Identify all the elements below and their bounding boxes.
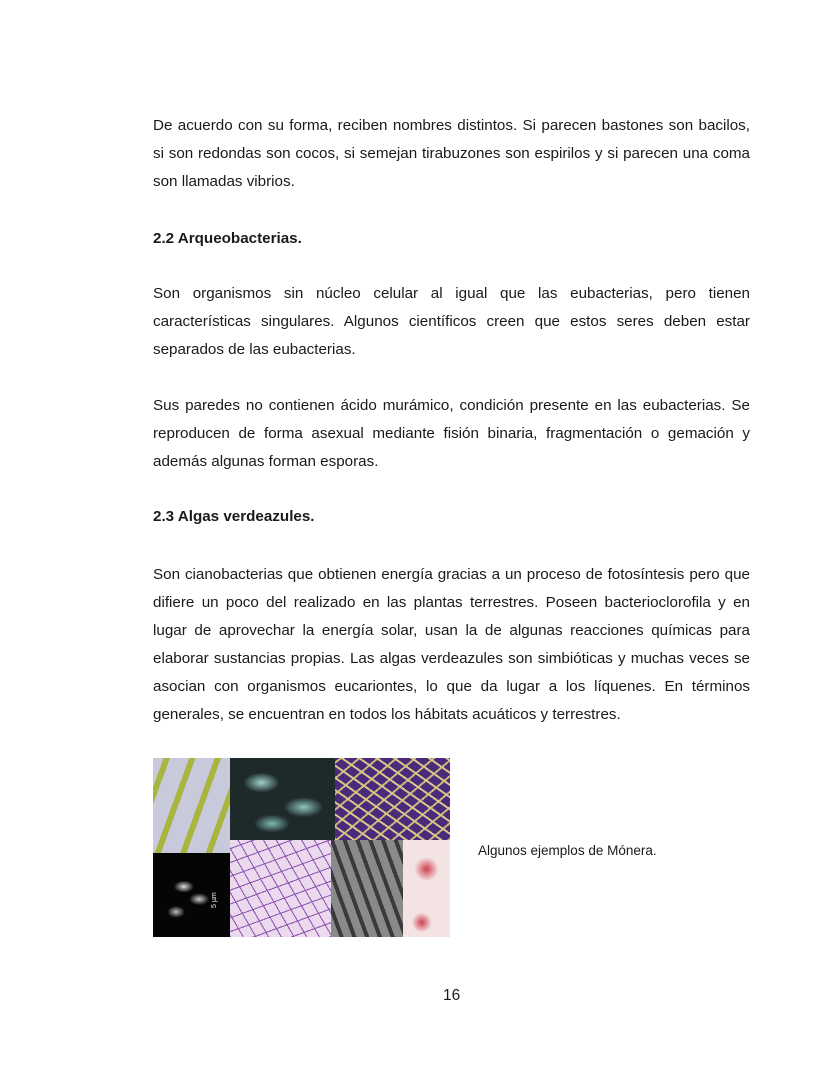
page-number: 16 — [443, 987, 461, 1004]
figure-caption: Algunos ejemplos de Mónera. — [478, 843, 657, 858]
purple-filaments-tile — [230, 840, 331, 937]
stained-cells-tile — [403, 840, 450, 937]
cocci-sem-tile — [153, 853, 230, 937]
bacilli-sem-tile — [331, 840, 403, 937]
paragraph-algas-verdeazules: Son cianobacterias que obtienen energía gracias a un proceso de fotosíntesis pero que difiere un poco del realizado en las plantas terrestres. Poseen bacterioclorofila y en lugar de aprovechar la energía solar, usan la de algunas reacciones químicas para elaborar sustancias propias. Las algas verdeazules son simbióticas y muchas veces se asocian con organismos eucariontes, lo que da lugar a los líquenes. En términos generales, se encuentran en todos los hábitats acuáticos y terrestres. — [153, 566, 750, 723]
monera-collage-image — [153, 758, 450, 937]
paragraph-arqueobacterias-walls: Sus paredes no contienen ácido murámico, condición presente en las eubacterias. Se reproducen de forma asexual mediante fisión binaria, fragmentación o gemación y además algunas forman esporas. — [153, 397, 750, 470]
spirilla-tile — [230, 758, 335, 840]
scale-bar-label: 5 µm — [211, 892, 218, 908]
paragraph-arqueobacterias-intro: Son organismos sin núcleo celular al igual que las eubacterias, pero tienen características singulares. Algunos científicos creen que estos seres deben estar separados de las eubacterias. — [153, 285, 750, 358]
green-filaments-tile — [153, 758, 230, 853]
heading-algas-verdeazules: 2.3 Algas verdeazules. — [153, 508, 315, 525]
network-tile — [335, 758, 450, 840]
paragraph-bacteria-shapes: De acuerdo con su forma, reciben nombres distintos. Si parecen bastones son bacilos, si son redondas son cocos, si semejan tirabuzones son espirilos y si parecen una coma son llamadas vibrios. — [153, 117, 750, 190]
heading-arqueobacterias: 2.2 Arqueobacterias. — [153, 230, 302, 247]
